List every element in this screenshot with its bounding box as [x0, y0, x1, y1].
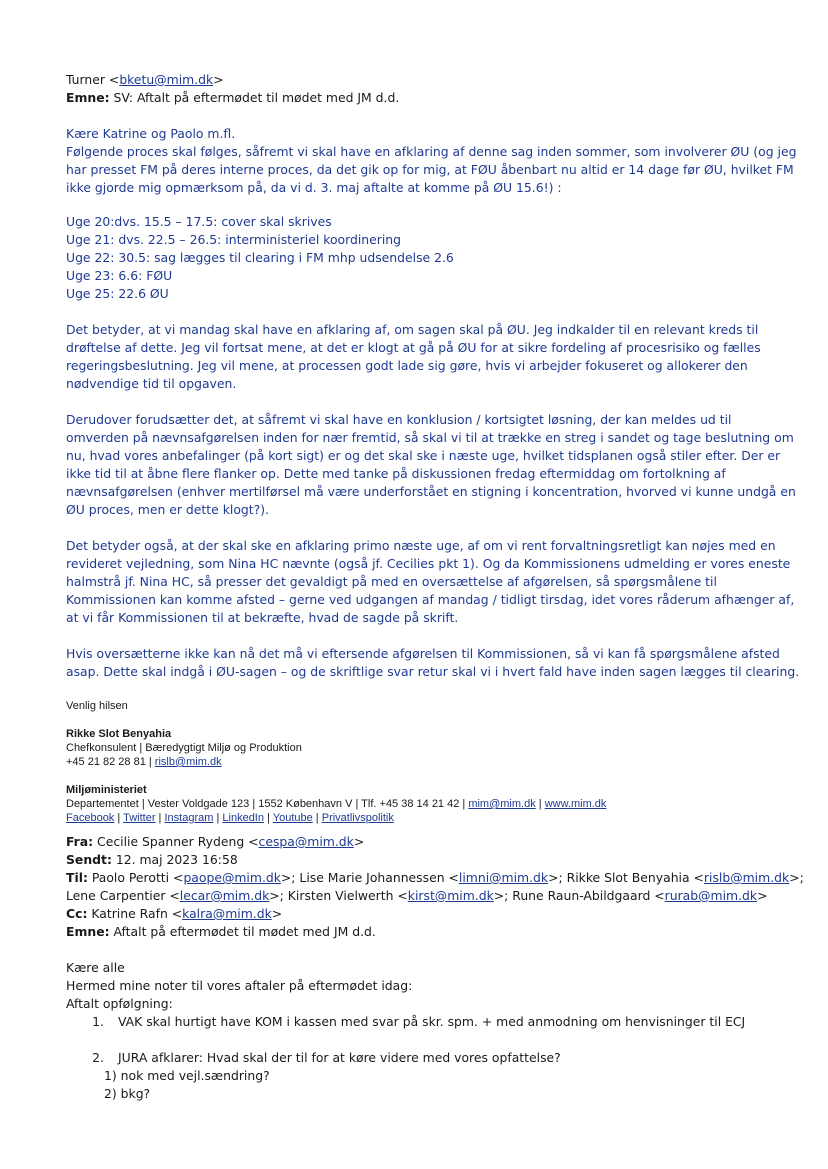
list-text: JURA afklarer: Hvad skal der til for at køre videre med vores opfattelse?	[118, 1050, 561, 1065]
social-link-instagram[interactable]: Instagram	[164, 812, 214, 824]
schedule-week-line: Uge 22: 30.5: sag lægges til clearing i FM mhp udsendelse 2.6	[66, 250, 454, 265]
signature-title: Chefkonsulent | Bæredygtigt Miljø og Produktion	[66, 742, 302, 754]
email-link-recipient[interactable]: kirst@mim.dk	[407, 888, 494, 903]
fwd-sent-line: Sendt: 12. maj 2023 16:58	[66, 852, 238, 867]
signature-org: Miljøministeriet	[66, 784, 147, 796]
email-link-org[interactable]: mim@mim.dk	[468, 798, 536, 810]
signature-org-line	[66, 783, 147, 797]
reply-p3-line: ikke tid til at åbne flere flanker op. Dette med tanke på diskussionen fredag eftermiddag om fortolkning af	[66, 466, 726, 481]
reply-p5-line: asap. Dette skal indgå i ØU-sagen – og de skriftlige svar retur skal vi i hvert fald have inden sagen lægges til clearing.	[66, 664, 800, 679]
reply-p4-line: Det betyder også, at der skal ske en afklaring primo næste uge, af om vi rent forvaltningsretligt kan nøjes med en	[66, 538, 776, 553]
schedule-week-line: Uge 25: 22.6 ØU	[66, 286, 169, 301]
reply-p5-line: Hvis oversætterne ikke kan nå det må vi eftersende afgørelsen til Kommissionen, så vi kan få spørgsmålene afsted	[66, 646, 780, 661]
list-number: 1.	[92, 1014, 104, 1029]
list-text: VAK skal hurtigt have KOM i kassen med svar på skr. spm. + med anmodning om henvisninger til ECJ	[118, 1014, 746, 1029]
reply-p4-line: revideret vejledning, som Nina HC nævnte (også jf. Cecilies pkt 1). Og da Kommissionens udmelding er vores eneste	[66, 556, 791, 571]
fwd-to-line: Til: Paolo Perotti <paope@mim.dk>; Lise Marie Johannessen <limni@mim.dk>; Rikke Slot Benyahia <rislb@mim.dk>;	[66, 870, 804, 885]
sub-list-item: 1) nok med vejl.sændring?	[104, 1068, 270, 1083]
social-link-linkedin[interactable]: LinkedIn	[222, 812, 264, 824]
schedule-week-line: Uge 23: 6.6: FØU	[66, 268, 173, 283]
email-link-from[interactable]: cespa@mim.dk	[258, 834, 354, 849]
signature-name: Rikke Slot Benyahia	[66, 728, 172, 740]
header-turner-line: Turner <bketu@mim.dk>	[66, 72, 224, 87]
reply-p1-line: Følgende proces skal følges, såfremt vi skal have en afklaring af denne sag inden sommer, som involverer ØU (og jeg	[66, 144, 797, 159]
fwd-subject-line: Emne: Aftalt på eftermødet til mødet med JM d.d.	[66, 924, 376, 939]
reply-p4-line: Kommissionen kan komme afsted – gerne ved udgangen af mandag / tidligt tirsdag, idet vores råderum afhænger af,	[66, 592, 795, 607]
reply-greeting: Kære Katrine og Paolo m.fl.	[66, 126, 236, 141]
reply-p2-line: drøftelse af dette. Jeg vil fortsat mene, at det er klogt at gå på ØU for at sikre fordeling af procesrisiko og fælles	[66, 340, 761, 355]
reply-p3-line: nævnsafgørelsen (enhver mertilførsel må være underforstået en stigning i koncentration, hvorved vi kunne undgå en	[66, 484, 796, 499]
schedule-week-line: Uge 21: dvs. 22.5 – 26.5: interministeriel koordinering	[66, 232, 402, 247]
signature-address-line: Departementet | Vester Voldgade 123 | 1552 København V | Tlf. +45 38 14 21 42 | mim@mim.dk | www.mim.dk	[66, 798, 607, 810]
fwd-from-line: Fra: Cecilie Spanner Rydeng <cespa@mim.dk>	[66, 834, 365, 849]
signature-closing: Venlig hilsen	[66, 700, 128, 712]
schedule-week-line: Uge 20:dvs. 15.5 – 17.5: cover skal skrives	[66, 214, 332, 229]
social-link-facebook[interactable]: Facebook	[66, 812, 115, 824]
email-link-recipient[interactable]: rurab@mim.dk	[664, 888, 758, 903]
reply-p1-line: ikke gjorde mig opmærksom på, da vi d. 3. maj aftalte at komme på ØU 15.6!) :	[66, 180, 562, 195]
reply-p2-line: Det betyder, at vi mandag skal have en afklaring af, om sagen skal på ØU. Jeg indkalder til en relevant kreds til	[66, 322, 759, 337]
email-link-signature[interactable]: rislb@mim.dk	[154, 756, 222, 768]
reply-p4-line: halmstrå jf. Nina HC, så presser det gevaldigt på med en oversættelse af afgørelsen, så spørgsmålene til	[66, 574, 717, 589]
email-link-recipient[interactable]: rislb@mim.dk	[703, 870, 790, 885]
signature-contact-line: +45 21 82 28 81 | rislb@mim.dk	[66, 756, 222, 768]
social-link-twitter[interactable]: Twitter	[123, 812, 156, 824]
signature-name-line	[66, 727, 171, 741]
social-link-youtube[interactable]: Youtube	[272, 812, 313, 824]
reply-p3-line: nu, hvad vores anbefalinger (på kort sigt) er og det skal ske i næste uge, hvilket tidsplanen også stiler efter. Der er	[66, 448, 781, 463]
email-link-recipient[interactable]: paope@mim.dk	[183, 870, 281, 885]
social-link-privacy[interactable]: Privatlivspolitik	[321, 812, 394, 824]
reply-p3-line: omverden på nævnsafgørelsen inden for nær fremtid, så skal vi til at trække en streg i sandet og tage beslutning om	[66, 430, 794, 445]
header-subject-line: Emne: SV: Aftalt på eftermødet til mødet med JM d.d.	[66, 90, 400, 105]
email-link-recipient[interactable]: limni@mim.dk	[458, 870, 549, 885]
list-item	[66, 1013, 745, 1031]
social-links-line: Facebook | Twitter | Instagram | LinkedIn | Youtube | Privatlivspolitik	[66, 812, 394, 824]
list-number: 2.	[92, 1050, 104, 1065]
fwd-cc-line: Cc: Katrine Rafn <kalra@mim.dk>	[66, 906, 283, 921]
website-link[interactable]: www.mim.dk	[544, 798, 607, 810]
reply-p2-line: nødvendige tid til opgaven.	[66, 376, 237, 391]
email-link-cc[interactable]: kalra@mim.dk	[182, 906, 272, 921]
fwd-to-line-2: Lene Carpentier <lecar@mim.dk>; Kirsten Vielwerth <kirst@mim.dk>; Rune Raun-Abildgaard <rurab@mim.dk>	[66, 888, 768, 903]
notes-greeting: Kære alle	[66, 960, 125, 975]
reply-p2-line: regeringsbeslutning. Jeg vil mene, at processen godt lade sig gøre, hvis vi arbejder fokuseret og allokerer den	[66, 358, 748, 373]
reply-p4-line: at vi får Kommissionen til at bekræfte, hvad de sagde på skrift.	[66, 610, 459, 625]
reply-p3-line: ØU proces, men er dette klogt?).	[66, 502, 269, 517]
notes-intro: Hermed mine noter til vores aftaler på eftermødet idag:	[66, 978, 413, 993]
notes-heading: Aftalt opfølgning:	[66, 996, 173, 1011]
list-item	[66, 1049, 561, 1067]
email-link-turner[interactable]: bketu@mim.dk	[119, 72, 214, 87]
email-link-recipient[interactable]: lecar@mim.dk	[179, 888, 270, 903]
reply-p1-line: har presset FM på deres interne proces, da det gik op for mig, at FØU åbenbart nu altid er 14 dage før ØU, hvilket FM	[66, 162, 794, 177]
reply-p3-line: Derudover forudsætter det, at såfremt vi skal have en konklusion / kortsigtet løsning, der kan meldes ud til	[66, 412, 732, 427]
sub-list-item: 2) bkg?	[104, 1086, 151, 1101]
